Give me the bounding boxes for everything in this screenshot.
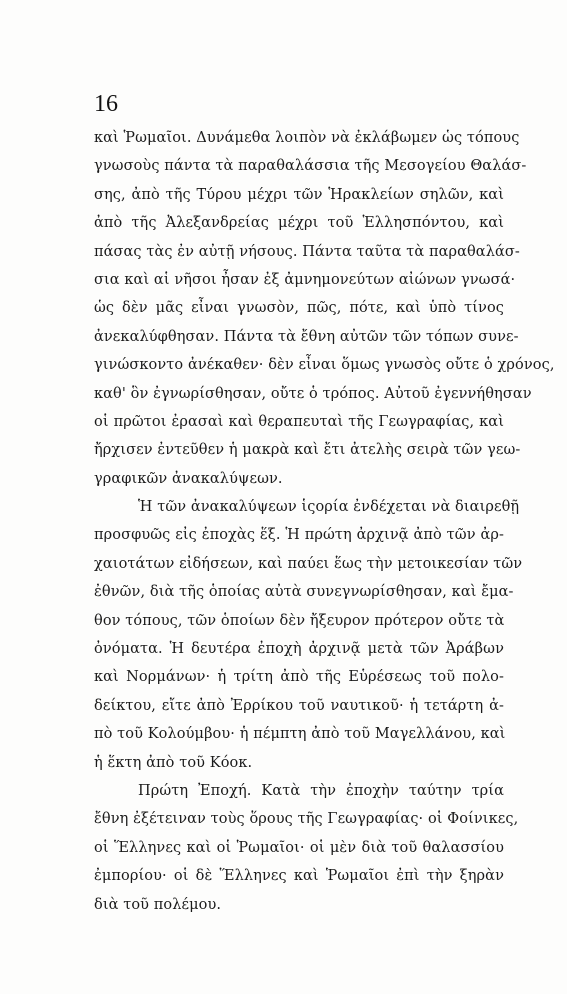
text-line: οἱ Ἕλληνες καὶ οἱ Ῥωμαῖοι· οἱ μὲν διὰ τοῦ θαλασσίου	[94, 839, 504, 856]
text-line: Ἡ τῶν ἀνακαλύψεων ἱςορία ἐνδέχεται νὰ διαιρεθῇ	[138, 499, 520, 516]
text-line: ὀνόματα. Ἡ δευτέρα ἐποχὴ ἀρχινᾷ μετὰ τῶν Ἀράβων	[94, 641, 504, 658]
text-line: γραφικῶν ἀνακαλύψεων.	[94, 470, 283, 487]
text-line: δείκτου, εἴτε ἀπὸ Ἐρρίκου τοῦ ναυτικοῦ· ἡ τετάρτη ἀ-	[94, 697, 504, 714]
text-line: καὶ Νορμάνων· ἡ τρίτη ἀπὸ τῆς Εὑρέσεως τοῦ πολο-	[94, 669, 504, 686]
text-line: καθ' ὃν ἐγνωρίσθησαν, οὔτε ὁ τρόπος. Αὐτοῦ ἐγεννήθησαν	[94, 385, 532, 402]
text-line: ἀπὸ τῆς Ἀλεξανδρείας μέχρι τοῦ Ἑλλησπόντου, καὶ	[94, 215, 504, 232]
text-line: ἡ ἕκτη ἀπὸ τοῦ Κόοκ.	[94, 754, 253, 771]
paragraph	[94, 777, 519, 919]
text-line: θον τόπους, τῶν ὁποίων δὲν ἤξευρον πρότερον οὔτε τὰ	[94, 612, 505, 629]
paragraph	[94, 493, 523, 777]
text-line: οἱ πρῶτοι ἐρασαὶ καὶ θεραπευταὶ τῆς Γεωγραφίας, καὶ	[94, 413, 504, 430]
text-line: προσφυῶς εἰς ἐποχὰς ἕξ. Ἡ πρώτη ἀρχινᾷ ἀπὸ τῶν ἀρ-	[94, 527, 504, 544]
text-line: Πρώτη Ἐποχή. Κατὰ τὴν ἐποχὴν ταύτην τρία	[138, 782, 504, 799]
text-line: χαιοτάτων εἰδήσεων, καὶ παύει ἕως τὴν μετοικεσίαν τῶν	[94, 555, 523, 572]
text-line: καὶ Ῥωμαῖοι. Δυνάμεθα λοιπὸν νὰ ἐκλάβωμεν ὡς τόπους	[94, 130, 520, 146]
body-text	[94, 124, 555, 919]
text-line: πὸ τοῦ Κολούμβου· ἡ πέμπτη ἀπὸ τοῦ Μαγελλάνου, καὶ	[94, 726, 506, 743]
text-line: ὡς δὲν μᾶς εἶναι γνωσὸν, πῶς, πότε, καὶ ὑπὸ τίνος	[94, 300, 504, 317]
text-line: γινώσκοντο ἀνέκαθεν· δὲν εἶναι ὅμως γνωσὸς οὔτε ὁ χρόνος,	[94, 357, 555, 374]
text-line: σια καὶ αἱ νῆσοι ἦσαν ἐξ ἀμνημονεύτων αἰώνων γνωσά·	[94, 271, 516, 288]
text-line: πάσας τὰς ἐν αὐτῇ νήσους. Πάντα ταῦτα τὰ παραθαλάσ-	[94, 243, 520, 260]
text-line: διὰ τοῦ πολέμου.	[94, 896, 222, 913]
text-line: ἤρχισεν ἐντεῦθεν ἡ μακρὰ καὶ ἔτι ἀτελὴς σειρὰ τῶν γεω-	[94, 442, 521, 459]
paragraph	[94, 124, 555, 493]
text-line: σης, ἀπὸ τῆς Τύρου μέχρι τῶν Ἡρακλείων σηλῶν, καὶ	[94, 186, 504, 203]
text-line: ἐμπορίου· οἱ δὲ Ἕλληνες καὶ Ῥωμαῖοι ἐπὶ τὴν ξηρὰν	[94, 868, 504, 885]
page-number: 16	[94, 91, 118, 117]
text-line: γνωσοὺς πάντα τὰ παραθαλάσσια τῆς Μεσογείου Θαλάσ-	[94, 158, 527, 175]
text-line: ἐθνῶν, διὰ τῆς ὁποίας αὐτὰ συνεγνωρίσθησαν, καὶ ἔμα-	[94, 584, 514, 601]
text-line: ἔθνη ἐξέτειναν τοὺς ὅρους τῆς Γεωγραφίας· οἱ Φοίνικες,	[94, 811, 519, 828]
text-line: ἀνεκαλύφθησαν. Πάντα τὰ ἔθνη αὐτῶν τῶν τόπων συνε-	[94, 328, 519, 345]
